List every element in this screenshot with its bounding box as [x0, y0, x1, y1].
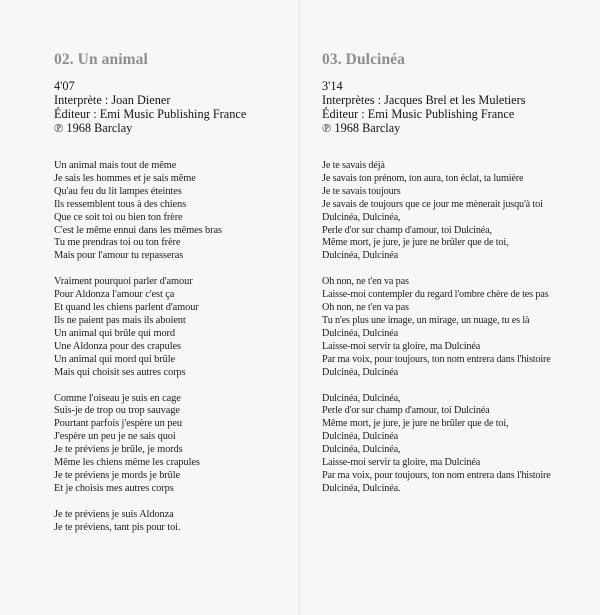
lyric-line: Perle d'or sur champ d'amour, toi Dulcinéa: [322, 405, 490, 417]
lyric-line: Tu me prendras toi ou ton frère: [54, 237, 181, 249]
lyric-line: Je te préviens je suis Aldonza: [54, 508, 174, 520]
song-performer: Interprète : Joan Diener: [54, 93, 171, 107]
lyric-line: Vraiment pourquoi parler d'amour: [54, 276, 193, 288]
lyric-line: Et quand les chiens parlent d'amour: [54, 302, 199, 314]
lyric-line: Oh non, ne t'en va pas: [322, 276, 409, 288]
lyric-line: Ils ne paient pas mais ils aboient: [54, 314, 186, 326]
song-duration: 3'14: [322, 79, 343, 93]
song-duration: 4'07: [54, 79, 75, 93]
lyric-line: Tu n'es plus une image, un mirage, un nuage, tu es là: [322, 314, 530, 326]
lyric-line: Dulcinéa, Dulcinéa: [322, 431, 398, 443]
lyrics-stanza: [322, 276, 592, 379]
lyric-line: J'espère un peu je ne sais quoi: [54, 431, 176, 443]
lyric-line: Dulcinéa, Dulcinéa.: [322, 482, 401, 494]
lyric-line: Dulcinéa, Dulcinéa: [322, 250, 398, 262]
song-publisher: Éditeur : Emi Music Publishing France: [54, 107, 247, 121]
lyric-line: Je te savais déjà: [322, 160, 385, 171]
lyric-line: Perle d'or sur champ d'amour, toi Dulcinéa,: [322, 224, 492, 236]
song-title: 02. Un animal: [54, 51, 148, 68]
lyric-line: Dulcinéa, Dulcinéa,: [322, 444, 401, 456]
lyric-line: Un animal qui mord qui brûle: [54, 353, 175, 365]
lyric-line: Je te préviens, tant pis pour toi.: [54, 521, 181, 533]
song-column-dulcinea: [322, 49, 592, 509]
lyric-line: Dulcinéa, Dulcinéa,: [322, 211, 401, 223]
lyrics: [322, 160, 592, 496]
lyrics-stanza: [54, 393, 294, 496]
lyric-line: Même les chiens même les crapules: [54, 457, 200, 469]
lyric-line: Laisse-moi contempler du regard l'ombre chère de tes pas: [322, 289, 549, 301]
song-copyright: ℗ 1968 Barclay: [322, 121, 401, 135]
lyric-line: Je te savais toujours: [322, 185, 401, 197]
page-fold: [298, 0, 301, 615]
lyric-line: Je te préviens je brûle, je mords: [54, 444, 183, 456]
lyric-line: Et je choisis mes autres corps: [54, 482, 174, 494]
lyrics-stanza: [54, 160, 294, 263]
song-column-un-animal: [54, 49, 294, 548]
lyric-line: Un animal qui brûle qui mord: [54, 327, 175, 339]
lyric-line: Laisse-moi servir ta gloire, ma Dulcinéa: [322, 340, 481, 352]
lyric-line: Même mort, je jure, je jure ne brûler que de toi,: [322, 418, 509, 430]
lyric-line: Un animal mais tout de même: [54, 160, 177, 171]
lyric-line: Par ma voix, pour toujours, ton nom entrera dans l'histoire: [322, 353, 551, 365]
lyric-line: C'est le même ennui dans les mêmes bras: [54, 224, 222, 236]
song-credits: [54, 79, 294, 135]
lyric-line: Par ma voix, pour toujours, ton nom entrera dans l'histoire: [322, 469, 551, 481]
lyric-line: Dulcinéa, Dulcinéa: [322, 327, 398, 339]
song-copyright: ℗ 1968 Barclay: [54, 121, 133, 135]
song-title: 03. Dulcinéa: [322, 51, 406, 68]
lyrics-stanza: [322, 160, 592, 263]
song-performer: Interprètes : Jacques Brel et les Muletiers: [322, 93, 526, 107]
lyric-line: Même mort, je jure, je jure ne brûler que de toi,: [322, 237, 509, 249]
lyric-line: Ils ressemblent tous à des chiens: [54, 198, 187, 210]
lyrics-stanza: [54, 276, 294, 379]
lyric-line: Une Aldonza pour des crapules: [54, 340, 181, 352]
lyric-line: Je savais ton prénom, ton aura, ton éclat, ta lumière: [322, 172, 524, 184]
lyric-line: Mais qui choisit ses autres corps: [54, 366, 186, 378]
lyric-line: Dulcinéa, Dulcinéa,: [322, 392, 401, 404]
lyric-line: Mais pour l'amour tu repasseras: [54, 250, 184, 262]
song-credits: [322, 79, 592, 135]
lyrics: [54, 160, 294, 535]
song-publisher: Éditeur : Emi Music Publishing France: [322, 107, 515, 121]
lyrics-stanza: [322, 393, 592, 496]
lyric-line: Que ce soit toi ou bien ton frère: [54, 211, 183, 223]
lyric-line: Dulcinéa, Dulcinéa: [322, 366, 398, 378]
lyric-line: Qu'au feu du lit lampes éteintes: [54, 185, 182, 197]
lyrics-stanza: [54, 509, 294, 535]
lyric-line: Pourtant parfois j'espère un peu: [54, 418, 182, 430]
lyric-line: Comme l'oiseau je suis en cage: [54, 392, 181, 404]
lyric-line: Suis-je de trop ou trop sauvage: [54, 405, 180, 417]
lyric-line: Oh non, ne t'en va pas: [322, 302, 409, 314]
lyric-line: Je savais de toujours que ce jour me mènerait jusqu'à toi: [322, 198, 543, 210]
lyric-line: Pour Aldonza l'amour c'est ça: [54, 289, 175, 301]
lyric-line: Je sais les hommes et je sais même: [54, 172, 196, 184]
lyric-line: Laisse-moi servir ta gloire, ma Dulcinéa: [322, 457, 481, 469]
lyric-line: Je te préviens je mords je brûle: [54, 469, 181, 481]
